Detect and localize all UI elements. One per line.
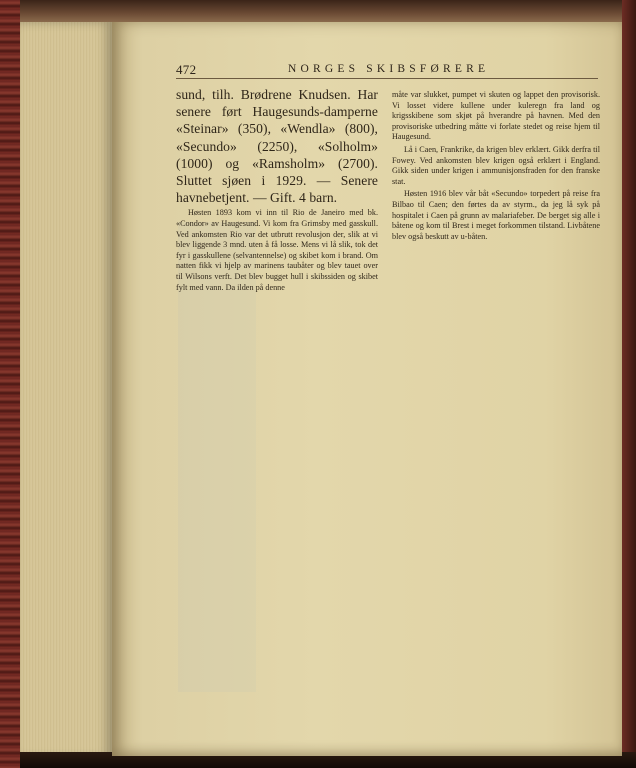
left-column (176, 86, 378, 293)
book-cover-left-edge (0, 0, 20, 768)
biography-lead-text: sund, tilh. Brødrene Knudsen. Har senere ført Haugesunds-damperne «Steinar» (350), «Wendla» (800), «Secundo» (2250), «Solholm» (1000) og «Ramsholm» (2700). Sluttet sjøen i 1929. — Senere havnebetjent. — Gift. 4 barn. (176, 87, 378, 206)
page-stack-edges (20, 22, 112, 758)
page-number: 472 (176, 62, 197, 77)
page-header (176, 62, 598, 79)
right-column (392, 90, 600, 242)
narrative-paragraph: måte var slukket, pumpet vi skuten og lappet den provisorisk. Vi losset videre kullene under kuleregn fra land og krigsskibene som skjøt på hverandre på havnen. Med den provisoriske utbedring måtte vi forlate stedet og reise hjem til Haugesund. (392, 90, 600, 142)
narrative-paragraph: Lå i Caen, Frankrike, da krigen blev erklært. Gikk derfra til Fowey. Ved ankomsten blev krigen også erklært i England. Gikk siden under krigen i ammunisjonsfraden for den franske stat. (392, 144, 600, 186)
book-cover-top-edge (0, 0, 636, 22)
book-cover-right-edge (622, 0, 636, 768)
running-title: NORGES SKIBSFØRERE (288, 63, 490, 75)
narrative-paragraph: Høsten 1916 blev vår båt «Secundo» torpedert på reise fra Bilbao til Caen; den førtes da av styrm., da jeg lå syk på hospitalet i Caen på grunn av malariafeber. De berget sig alle i båtene og kom til Brest i meget forkommen tilstand. Livbåtene blev også beskutt av u-båten. (392, 189, 600, 241)
narrative-paragraph: Høsten 1893 kom vi inn til Rio de Janeiro med bk. «Condor» av Haugesund. Vi kom fra Grimsby med gasskull. Ved ankomsten Rio var det utbrutt revolusjon der, slik at vi blev liggende 3 mnd. uten å få losse. Mens vi lå slik, tok det fyr i gasskullene (selvantennelse) og skibet kom i brand. Om natten fikk vi hjelp av marinens taubåter og blev tauet over til Wilsons verft. Det blev bugget hull i skibssiden og skibet fylt med vann. Da ilden på denne (176, 208, 378, 292)
